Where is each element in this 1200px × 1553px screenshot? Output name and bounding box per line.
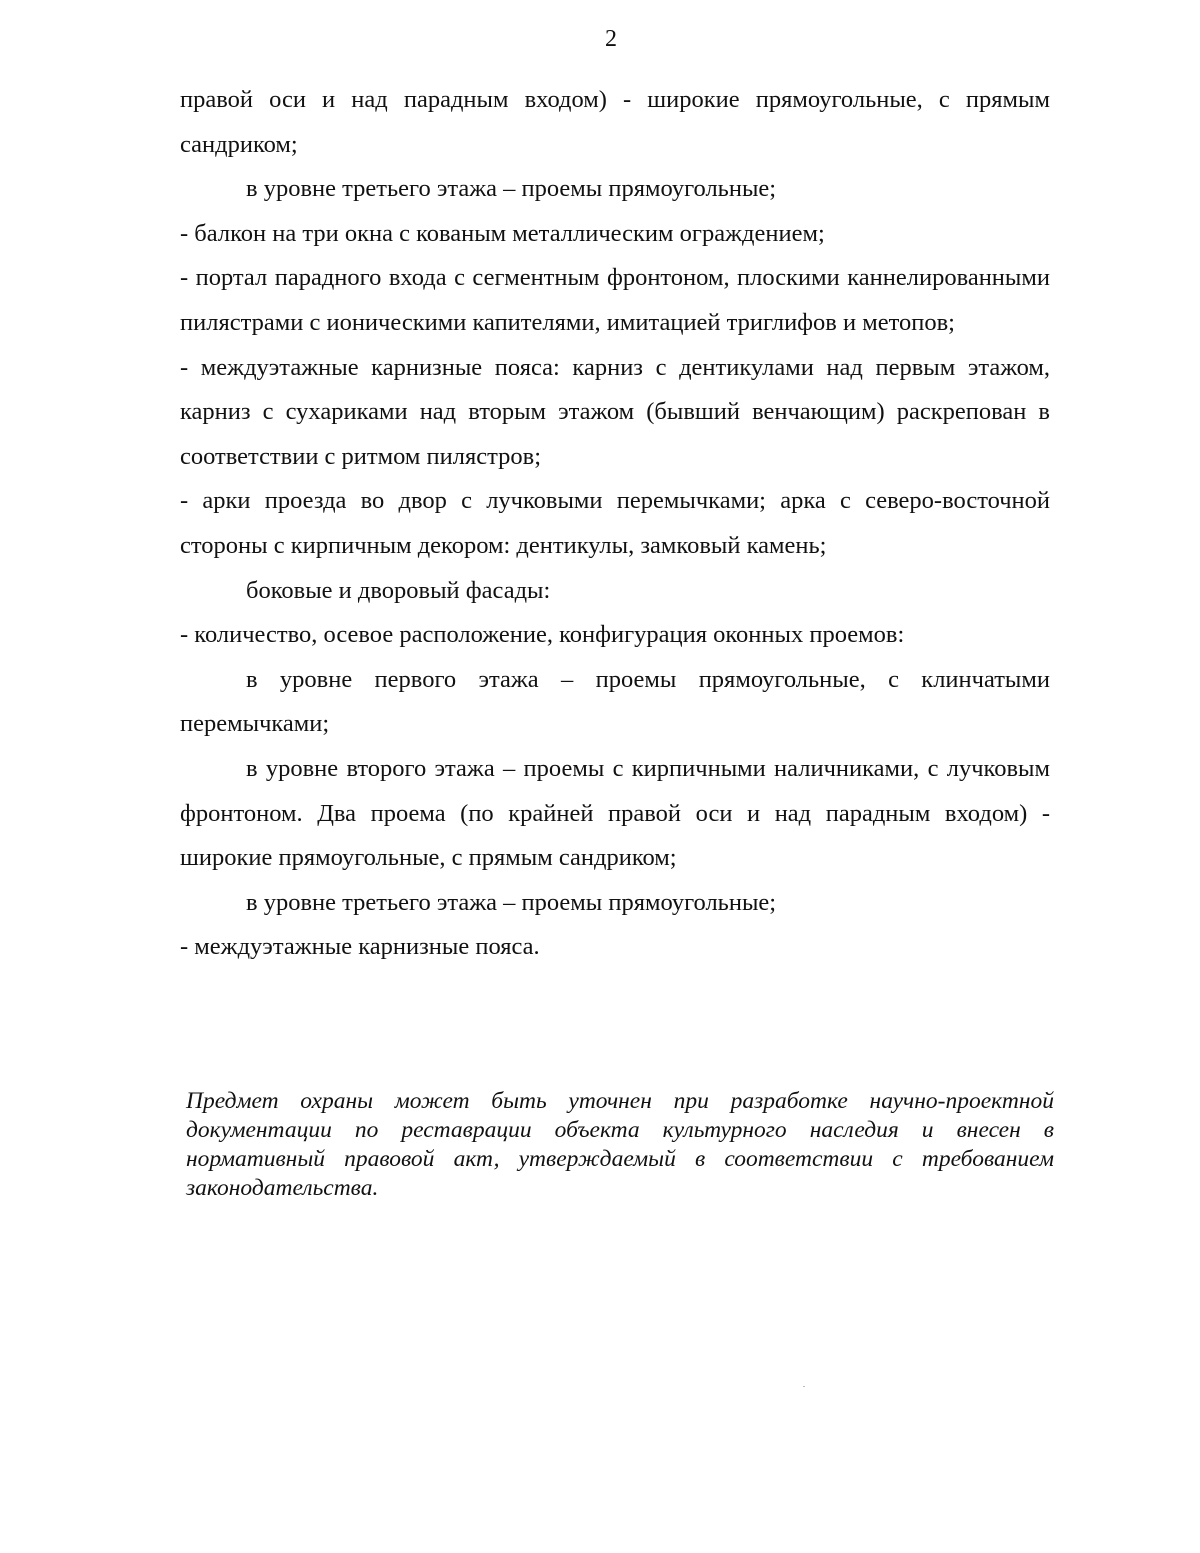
paragraph-window-openings: - количество, осевое расположение, конфигурация оконных проемов: — [180, 621, 905, 649]
paragraph-third-floor-openings-side: в уровне третьего этажа – проемы прямоугольные; — [246, 888, 777, 916]
paragraph-cornice-belts: - междуэтажные карнизные пояса: карниз с дентикулами над первым этажом, карниз с сухариками над вторым этажом (бывший венчающим) раскрепован в соответствии с ритмом пилястров; — [180, 353, 1050, 470]
scan-dot — [803, 1386, 805, 1387]
paragraph-second-floor-openings: в уровне второго этажа – проемы с кирпичными наличниками, с лучковым фронтоном. Два проема (по крайней правой оси и над парадным входом) - широкие прямоугольные, с прямым сандриком; — [180, 754, 1050, 872]
paragraph-side-facades-heading: боковые и дворовый фасады: — [246, 576, 551, 604]
paragraph-cornice-belts-side: - междуэтажные карнизные пояса. — [180, 933, 540, 961]
paragraph-third-floor-openings: в уровне третьего этажа – проемы прямоугольные; — [246, 175, 777, 203]
paragraph-main-facade-windows: правой оси и над парадным входом) - широкие прямоугольные, с прямым сандриком; — [180, 86, 1050, 158]
paragraph-first-floor-openings: в уровне первого этажа – проемы прямоугольные, с клинчатыми перемычками; — [180, 665, 1050, 738]
protection-subject-note: Предмет охраны может быть уточнен при разработке научно-проектной документации по реставрации объекта культурного наследия и внесен в нормативный правовой акт, утверждаемый в соответствии с требованием законодательства. — [186, 1087, 1054, 1201]
paragraph-balcony: - балкон на три окна с кованым металлическим ограждением; — [180, 219, 825, 247]
document-body — [180, 78, 1050, 970]
page-number: 2 — [605, 26, 617, 52]
paragraph-portal: - портал парадного входа с сегментным фронтоном, плоскими каннелированными пилястрами с ионическими капителями, имитацией триглифов и метопов; — [180, 264, 1050, 336]
paragraph-passage-arches: - арки проезда во двор с лучковыми перемычками; арка с северо-восточной стороны с кирпичным декором: дентикулы, замковый камень; — [180, 487, 1050, 559]
